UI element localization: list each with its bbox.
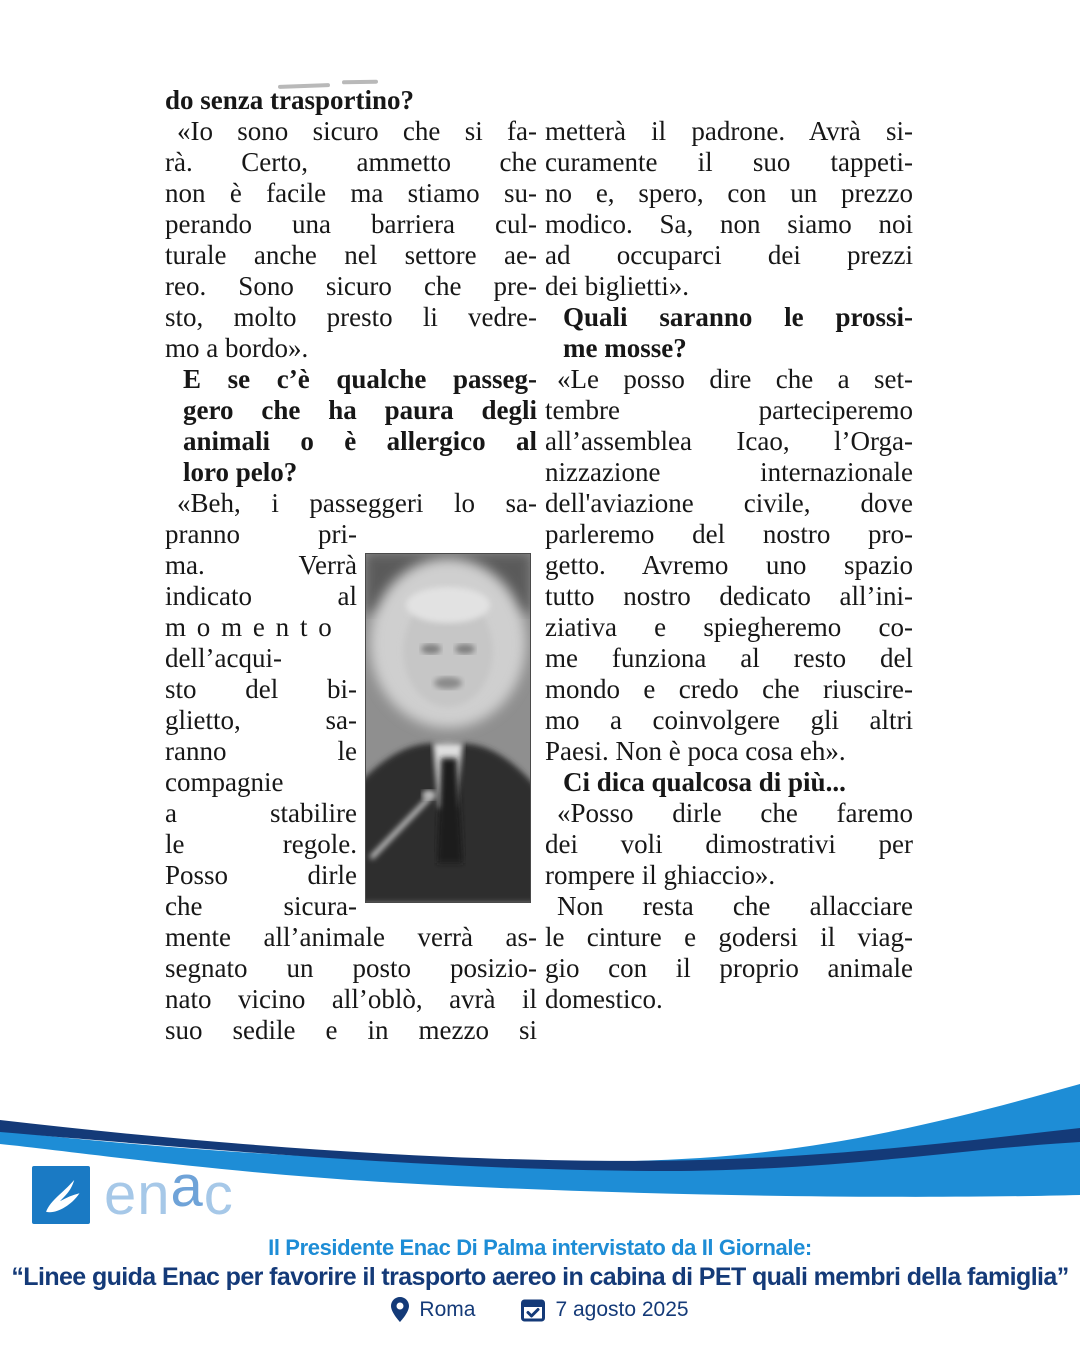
article-line: all’assemblea Icao, l’Orga- [545, 426, 913, 456]
article-line: ziativa e spiegheremo co- [545, 612, 913, 642]
article-line: «Le posso dire che a set- [557, 364, 913, 394]
article-line: modico. Sa, non siamo noi [545, 209, 913, 239]
article-line: dei biglietti». [545, 271, 689, 301]
enac-logo-text: enac [104, 1154, 234, 1227]
article-line: sto, molto presto li vedre- [165, 302, 537, 332]
article-line: mo a coinvolgere gli altri [545, 705, 913, 735]
article-line: tembre parteciperemo [545, 395, 913, 425]
article-line: pranno pri- [165, 519, 357, 549]
article-photo [365, 553, 531, 903]
article-line: animali o è allergico al [183, 426, 537, 456]
article-line: ad occuparci dei prezzi [545, 240, 913, 270]
article-line: dell’acqui- [165, 643, 282, 673]
article-line: momento [165, 612, 343, 642]
article-line: curamente il suo tappeti- [545, 147, 913, 177]
article-line: mondo e credo che riuscire- [545, 674, 913, 704]
article-line: gio con il proprio animale [545, 953, 913, 983]
article-line: nizzazione internazionale [545, 457, 913, 487]
article-line: Ci dica qualcosa di più... [563, 767, 846, 797]
caption-quote: “Linee guida Enac per favorire il trasporto aereo in cabina di PET quali membri della famiglia” [11, 1263, 1069, 1291]
date-label: 7 agosto 2025 [555, 1297, 689, 1321]
article-line: ranno le [165, 736, 357, 766]
enac-logo-mark [32, 1166, 90, 1224]
article-line: reo. Sono sicuro che pre- [165, 271, 537, 301]
article-line: compagnie [165, 767, 284, 797]
article-line: le regole. [165, 829, 357, 859]
article-line: «Io sono sicuro che si fa- [177, 116, 537, 146]
article-line: getto. Avremo uno spazio [545, 550, 913, 580]
article-line: le cinture e godersi il viag- [545, 922, 913, 952]
article-line: E se c’è qualche passeg- [183, 364, 537, 394]
article-line: rà. Certo, ammetto che [165, 147, 537, 177]
article-line: loro pelo? [183, 457, 298, 487]
article-line: perando una barriera cul- [165, 209, 537, 239]
calendar-check-icon [521, 1298, 545, 1322]
article-line: nato vicino all’oblò, avrà il [165, 984, 537, 1014]
article-line: non è facile ma stiamo su- [165, 178, 537, 208]
article-line: mente all’animale verrà as- [165, 922, 537, 952]
article-line: sto del bi- [165, 674, 357, 704]
post-caption [0, 1234, 1080, 1292]
post-meta [0, 1297, 1080, 1322]
article-line: Quali saranno le prossi- [563, 302, 913, 332]
article-line: segnato un posto posizio- [165, 953, 537, 983]
article-line: metterà il padrone. Avrà si- [545, 116, 913, 146]
location-pin-icon [391, 1297, 409, 1322]
article-line: «Beh, i passeggeri lo sa- [177, 488, 537, 518]
article-line: tutto nostro dedicato all’ini- [545, 581, 913, 611]
article-line: glietto, sa- [165, 705, 357, 735]
enac-logo [32, 1154, 234, 1230]
article-line: «Posso dirle che faremo [557, 798, 913, 828]
article-line: dell'aviazione civile, dove [545, 488, 913, 518]
scan-artifact [342, 80, 378, 85]
article-line: Non resta che allacciare [557, 891, 913, 921]
article-line: Posso dirle [165, 860, 357, 890]
article-line: turale anche nel settore ae- [165, 240, 537, 270]
article-line: indicato al [165, 581, 357, 611]
article-line: no e, spero, con un prezzo [545, 178, 913, 208]
article-right-column [545, 116, 913, 1015]
article-line: me funziona al resto del [545, 643, 913, 673]
article-line: do senza trasportino? [165, 85, 414, 115]
article-line: che sicura- [165, 891, 357, 921]
article-line: Paesi. Non è poca cosa eh». [545, 736, 846, 766]
article-line: dei voli dimostrativi per [545, 829, 913, 859]
article-line: rompere il ghiaccio». [545, 860, 776, 890]
article-line: suo sedile e in mezzo si [165, 1015, 537, 1045]
location-label: Roma [419, 1297, 476, 1321]
article-line: a stabilire [165, 798, 357, 828]
article-line: domestico. [545, 984, 663, 1014]
article-line: parleremo del nostro pro- [545, 519, 913, 549]
article-line: ma. Verrà [165, 550, 357, 580]
enac-bird-icon [39, 1173, 83, 1217]
caption-title: Il Presidente Enac Di Palma intervistato da Il Giornale: [268, 1235, 812, 1260]
article-line: me mosse? [563, 333, 687, 363]
article-line: gero che ha paura degli [183, 395, 537, 425]
article-line: mo a bordo». [165, 333, 309, 363]
